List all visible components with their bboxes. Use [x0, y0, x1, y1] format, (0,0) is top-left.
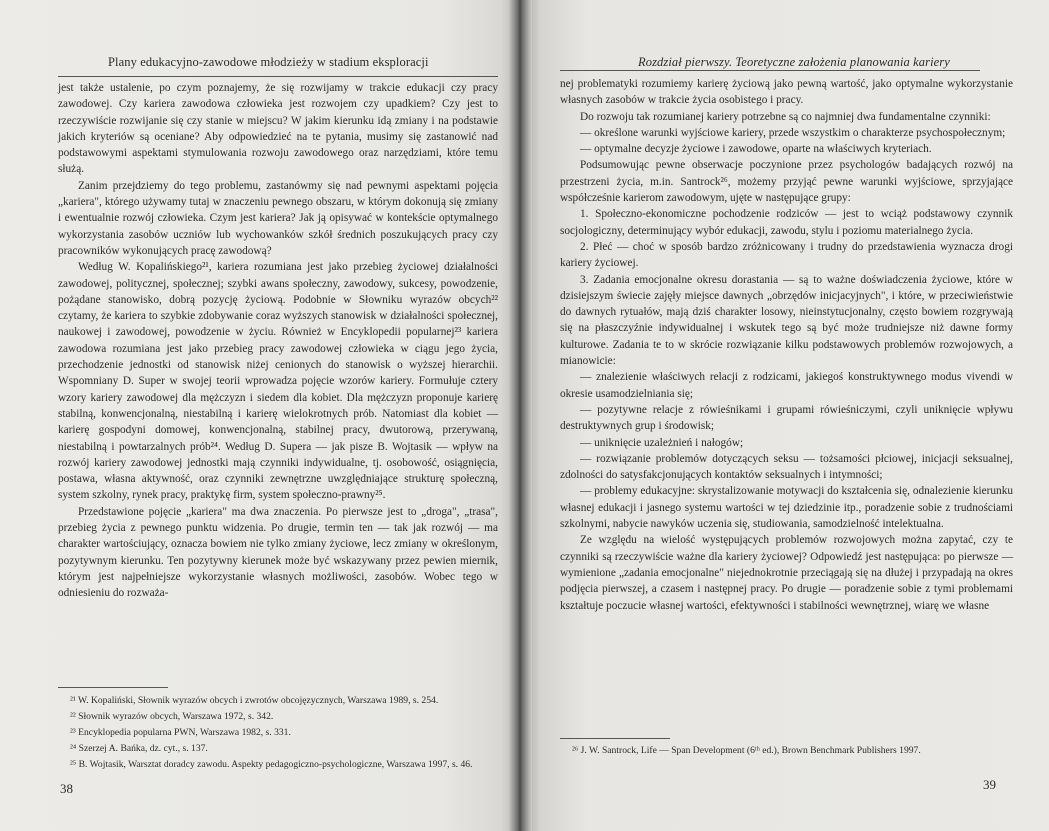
book-gutter [508, 0, 532, 831]
paragraph: Według W. Kopalińskiego²¹, kariera rozumiana jest jako przebieg życiowej działalności zawodowej, politycznej, społecznej; szybki awans społeczny, zawodowy, sukcesy, powodzenie, pożądane stanowisko, dobrą pozycję życiową. Podobnie w Słowniku wyrazów obcych²² czytamy, że kariera to szybkie zdobywanie coraz wyższych stanowisk w działalności społecznej, naukowej i zawodowej, powodzenie w życiu. Również w Encyklopedii popularnej²³ kariera zawodowa rozumiana jest jako przebieg pracy zawodowej człowieka w ciągu jego życia, przechodzenie jednostki od stanowisk niżej cenionych do stanowisk o wyższej hierarchii. Wspomniany D. Super w swojej teorii wprowadza pojęcie wzorów kariery. Formułuje cztery wzory kariery zawodowej dla mężczyzn i siedem dla kobiet. Dla mężczyzn proponuje karierę stabilną, konwencjonalną, niestabilną i karierę wielokrotnych prób. Natomiast dla kobiet — karierę gospodyni domowej, konwencjonalną, stabilnej pracy, dwutorową, przerywaną, niestabilną i powtarzalnych prób²⁴. Według D. Supera — jak pisze B. Wojtasik — wpływ na rozwój kariery zawodowej jednostki mają czynniki indywidualne, tj. osobowość, osiągnięcia, postawa, własna aktywność, oraz czynniki zewnętrzne uwzględniające strukturę społeczną, system szkolny, rynek pracy, praktykę firm, system społeczno-prawny²⁵. [58, 261, 498, 502]
list-item: — znalezienie właściwych relacji z rodzicami, jakiegoś konstruktywnego modus vivendi w okresie usamodzielniania się; [560, 371, 1013, 400]
footnote: ²² Słownik wyrazów obcych, Warszawa 1972, s. 342. [70, 711, 274, 722]
footnote: ²¹ W. Kopaliński, Słownik wyrazów obcych i zwrotów obcojęzycznych, Warszawa 1989, s. 254. [70, 695, 439, 706]
paragraph: Zanim przejdziemy do tego problemu, zastanówmy się nad pewnymi aspektami pojęcia „kariera", którego używamy tutaj w znaczeniu pewnego obszaru, w którym dokonują się zmiany i ewentualnie rozwój człowieka. Czym jest kariera? Jak ją opisywać w kontekście optymalnego wykorzystania zasobów uczniów lub wychowanków szkół średnich poszukujących pracy czy pracowników wykonujących pracę zawodową? [58, 179, 498, 257]
footnote: ²³ Encyklopedia popularna PWN, Warszawa 1982, s. 331. [70, 727, 291, 738]
list-item: — rozwiązanie problemów dotyczących seksu — tożsamości płciowej, inicjacji seksualnej, zdolności do satysfakcjonujących kontaktów seksualnych i intymności; [560, 452, 1013, 482]
page-number: 38 [60, 781, 73, 796]
paragraph: Do rozwoju tak rozumianej kariery potrzebne są co najmniej dwa fundamentalne czynniki: [580, 110, 991, 123]
footnote-rule [58, 687, 168, 688]
page-number: 39 [983, 777, 996, 792]
footnote: ²⁵ B. Wojtasik, Warsztat doradcy zawodu. Aspekty pedagogiczno-psychologiczne, Warszawa 1997, s. 46. [70, 759, 473, 770]
right-page [524, 0, 1049, 831]
header-rule [58, 76, 498, 77]
paragraph: nej problematyki rozumiemy karierę życiową jako pewną wartość, jako optymalne wykorzystanie własnych zasobów w trakcie życia osobistego i pracy. [560, 78, 1013, 107]
footnotes [70, 693, 500, 773]
list-item: — uniknięcie uzależnień i nałogów; [580, 436, 744, 449]
paragraph: Przedstawione pojęcie „kariera" ma dwa znaczenia. Po pierwsze jest to „droga", „trasa", przebieg życia z pewnego punktu widzenia. Po drugie, termin ten — tak jak rozwój — ma charakter wartościujący, oznacza bowiem nie tylko zmiany życiowe, lecz zmiany w określonym, pozytywnym kierunku. Ten pozytywny kierunek może być wskazywany przez pewien miernik, którym jest najpełniejsze wykorzystanie własnych możliwości, zasobów. Wobec tego w odniesieniu do rozważa- [58, 505, 498, 600]
running-head: Rozdział pierwszy. Teoretyczne założenia planowania kariery [638, 55, 950, 69]
running-head: Plany edukacyjno-zawodowe młodzieży w stadium eksploracji [108, 55, 429, 69]
footnote: ²⁶ J. W. Santrock, Life — Span Development (6ᵗʰ ed.), Brown Benchmark Publishers 1997. [572, 745, 921, 756]
list-item: — pozytywne relacje z rówieśnikami i grupami rówieśniczymi, czyli uniknięcie wpływu destruktywnych grup i środowisk; [560, 403, 1013, 433]
list-item: — problemy edukacyjne: skrystalizowanie motywacji do kształcenia się, odnalezienie kierunku własnej edukacji i jasnego systemu wartości w tej dziedzinie itp., poradzenie sobie z trudnościami szkolnymi, nabycie nawyków uczenia się, studiowania, samodzielność intelektualna. [560, 485, 1013, 531]
body-text [58, 80, 498, 602]
paragraph: Ze względu na wielość występujących problemów rozwojowych można zapytać, czy te czynniki są rzeczywiście ważne dla kariery życiowej? Odpowiedź jest następująca: po pierwsze — wymienione „zadania emocjonalne" niejednokrotnie przeciągają się na dłużej i przypadają na okres podjęcia pierwszej, a czasem i następnej pracy. Po drugie — poradzenie sobie z tymi problemami kształtuje poczucie własnej wartości, efektywności i stabilności wewnętrznej, wiarę we własne [560, 534, 1013, 612]
body-text [560, 76, 1013, 614]
list-item: 1. Społeczno-ekonomiczne pochodzenie rodziców — jest to wciąż podstawowy czynnik socjologiczny, determinujący wybór edukacji, zawodu, stylu i poziomu materialnego życia. [560, 208, 1013, 237]
paragraph: Podsumowując pewne obserwacje poczynione przez psychologów badających rozwój na przestrzeni życia, m.in. Santrock²⁶, możemy przyjąć pewne warunki wyjściowe, sprzyjające współcześnie karierom zawodowym, ujęte w następujące grupy: [560, 159, 1013, 205]
paragraph: jest także ustalenie, po czym poznajemy, że się rozwijamy w trakcie edukacji czy pracy zawodowej. Czy kariera zawodowa człowieka jest rozwojem czy upadkiem? Czy jest to rzeczywiście rozwijanie się czy stanie w miejscu? W jakim kierunku idą zmiany i na podstawie jakich kryteriów są oceniane? Aby odpowiedzieć na te pytania, musimy się zastanowić nad podstawowymi aspektami stymulowania rozwoju zawodowego oraz narzędziami, które temu służą. [58, 82, 498, 176]
header-rule [560, 70, 980, 71]
footnote: ²⁴ Szerzej A. Bańka, dz. cyt., s. 137. [70, 743, 208, 754]
footnotes [572, 743, 1012, 759]
left-page [0, 0, 516, 831]
footnote-rule [560, 738, 670, 739]
list-item: 2. Płeć — choć w sposób bardzo zróżnicowany i trudny do przedstawienia wyznacza drogi kariery życiowej. [560, 240, 1013, 270]
list-item: 3. Zadania emocjonalne okresu dorastania — są to ważne doświadczenia życiowe, które w dzisiejszym świecie zajęły miejsce dawnych „obrzędów inicjacyjnych", i które, w przeciwieństwie do dawnych rytuałów, mają dziś charakter losowy, nieinstytucjonalny, często bowiem rozgrywają się na płaszczyźnie indywidualnej i wskutek tego są być może trudniejsze niż dawne formy kulturowe. Zadania te to w skrócie rozwiązanie kilku podstawowych problemów rozwojowych, a mianowicie: [560, 273, 1013, 368]
list-item: — optymalne decyzje życiowe i zawodowe, oparte na właściwych kryteriach. [580, 143, 932, 156]
list-item: — określone warunki wyjściowe kariery, przede wszystkim o charakterze psychospołecznym; [580, 126, 1006, 139]
